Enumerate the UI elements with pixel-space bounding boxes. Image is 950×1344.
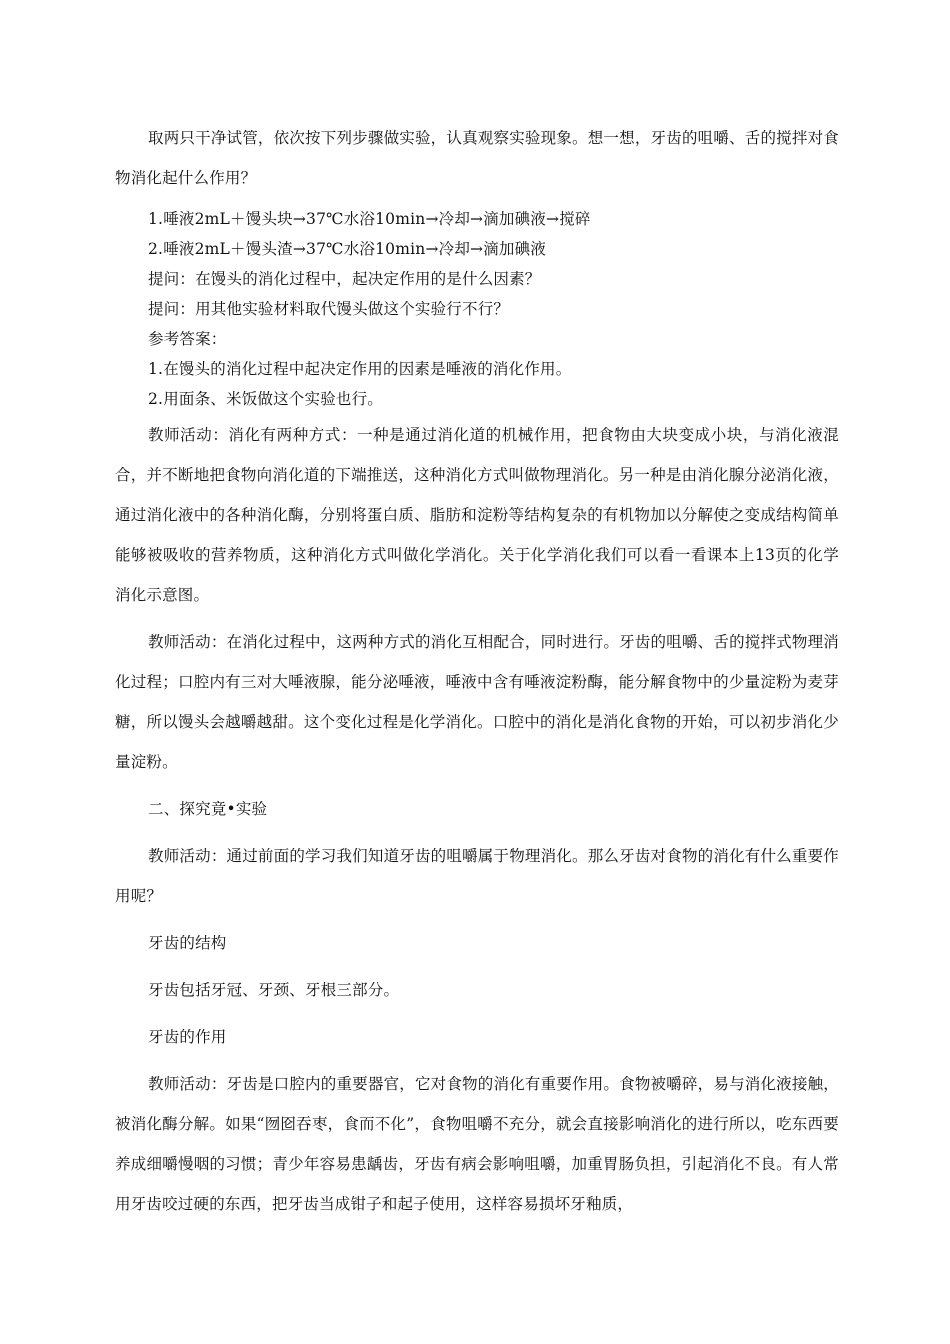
paragraph-step-2: 2.唾液2mL＋馒头渣→37℃水浴10min→冷却→滴加碘液 <box>148 240 547 258</box>
paragraph-answer-1: 1.在馒头的消化过程中起决定作用的因素是唾液的消化作用。 <box>148 360 572 378</box>
paragraph-teacher-activity-3: 教师活动：通过前面的学习我们知道牙齿的咀嚼属于物理消化。那么牙齿对食物的消化有什么重要作用呢？ <box>115 847 839 905</box>
subheading-tooth-function: 牙齿的作用 <box>148 1028 227 1046</box>
paragraph-teacher-activity-2: 教师活动：在消化过程中，这两种方式的消化互相配合，同时进行。牙齿的咀嚼、舌的搅拌式物理消化过程；口腔内有三对大唾液腺，能分泌唾液，唾液中含有唾液淀粉酶，能分解食物中的少量淀粉为麦芽糖，所以馒头会越嚼越甜。这个变化过程是化学消化。口腔中的消化是消化食物的开始，可以初步消化少量淀粉。 <box>115 633 839 771</box>
paragraph-experiment-intro: 取两只干净试管，依次按下列步骤做实验，认真观察实验现象。想一想，牙齿的咀嚼、舌的搅拌对食物消化起什么作用？ <box>115 129 839 187</box>
paragraph-teacher-activity-1: 教师活动：消化有两种方式：一种是通过消化道的机械作用，把食物由大块变成小块，与消化液混合，并不断地把食物向消化道的下端推送，这种消化方式叫做物理消化。另一种是由消化腺分泌消化液，通过消化液中的各种消化酶，分别将蛋白质、脂肪和淀粉等结构复杂的有机物加以分解使之变成结构简单能够被吸收的营养物质，这种消化方式叫做化学消化。关于化学消化我们可以看一看课本上13页的化学消化示意图。 <box>115 426 839 604</box>
section-heading-experiment: 二、探究竟•实验 <box>148 800 268 818</box>
paragraph-question-2: 提问：用其他实验材料取代馒头做这个实验行不行？ <box>148 300 510 318</box>
paragraph-step-1: 1.唾液2mL＋馒头块→37℃水浴10min→冷却→滴加碘液→搅碎 <box>148 210 591 228</box>
paragraph-teacher-activity-4: 教师活动：牙齿是口腔内的重要器官，它对食物的消化有重要作用。食物被嚼碎，易与消化液接触，被消化酶分解。如果“囫囵吞枣，食而不化”，食物咀嚼不充分，就会直接影响消化的进行所以，吃东西要养成细嚼慢咽的习惯；青少年容易患龋齿，牙齿有病会影响咀嚼，加重胃肠负担，引起消化不良。有人常用牙齿咬过硬的东西，把牙齿当成钳子和起子使用，这样容易损坏牙釉质， <box>115 1075 839 1213</box>
paragraph-tooth-structure: 牙齿包括牙冠、牙颈、牙根三部分。 <box>148 981 400 999</box>
paragraph-question-1: 提问：在馒头的消化过程中，起决定作用的是什么因素？ <box>148 270 541 288</box>
paragraph-answer-heading: 参考答案： <box>148 330 227 348</box>
document-body <box>115 118 839 1231</box>
paragraph-answer-2: 2.用面条、米饭做这个实验也行。 <box>148 390 383 408</box>
subheading-tooth-structure: 牙齿的结构 <box>148 934 227 952</box>
